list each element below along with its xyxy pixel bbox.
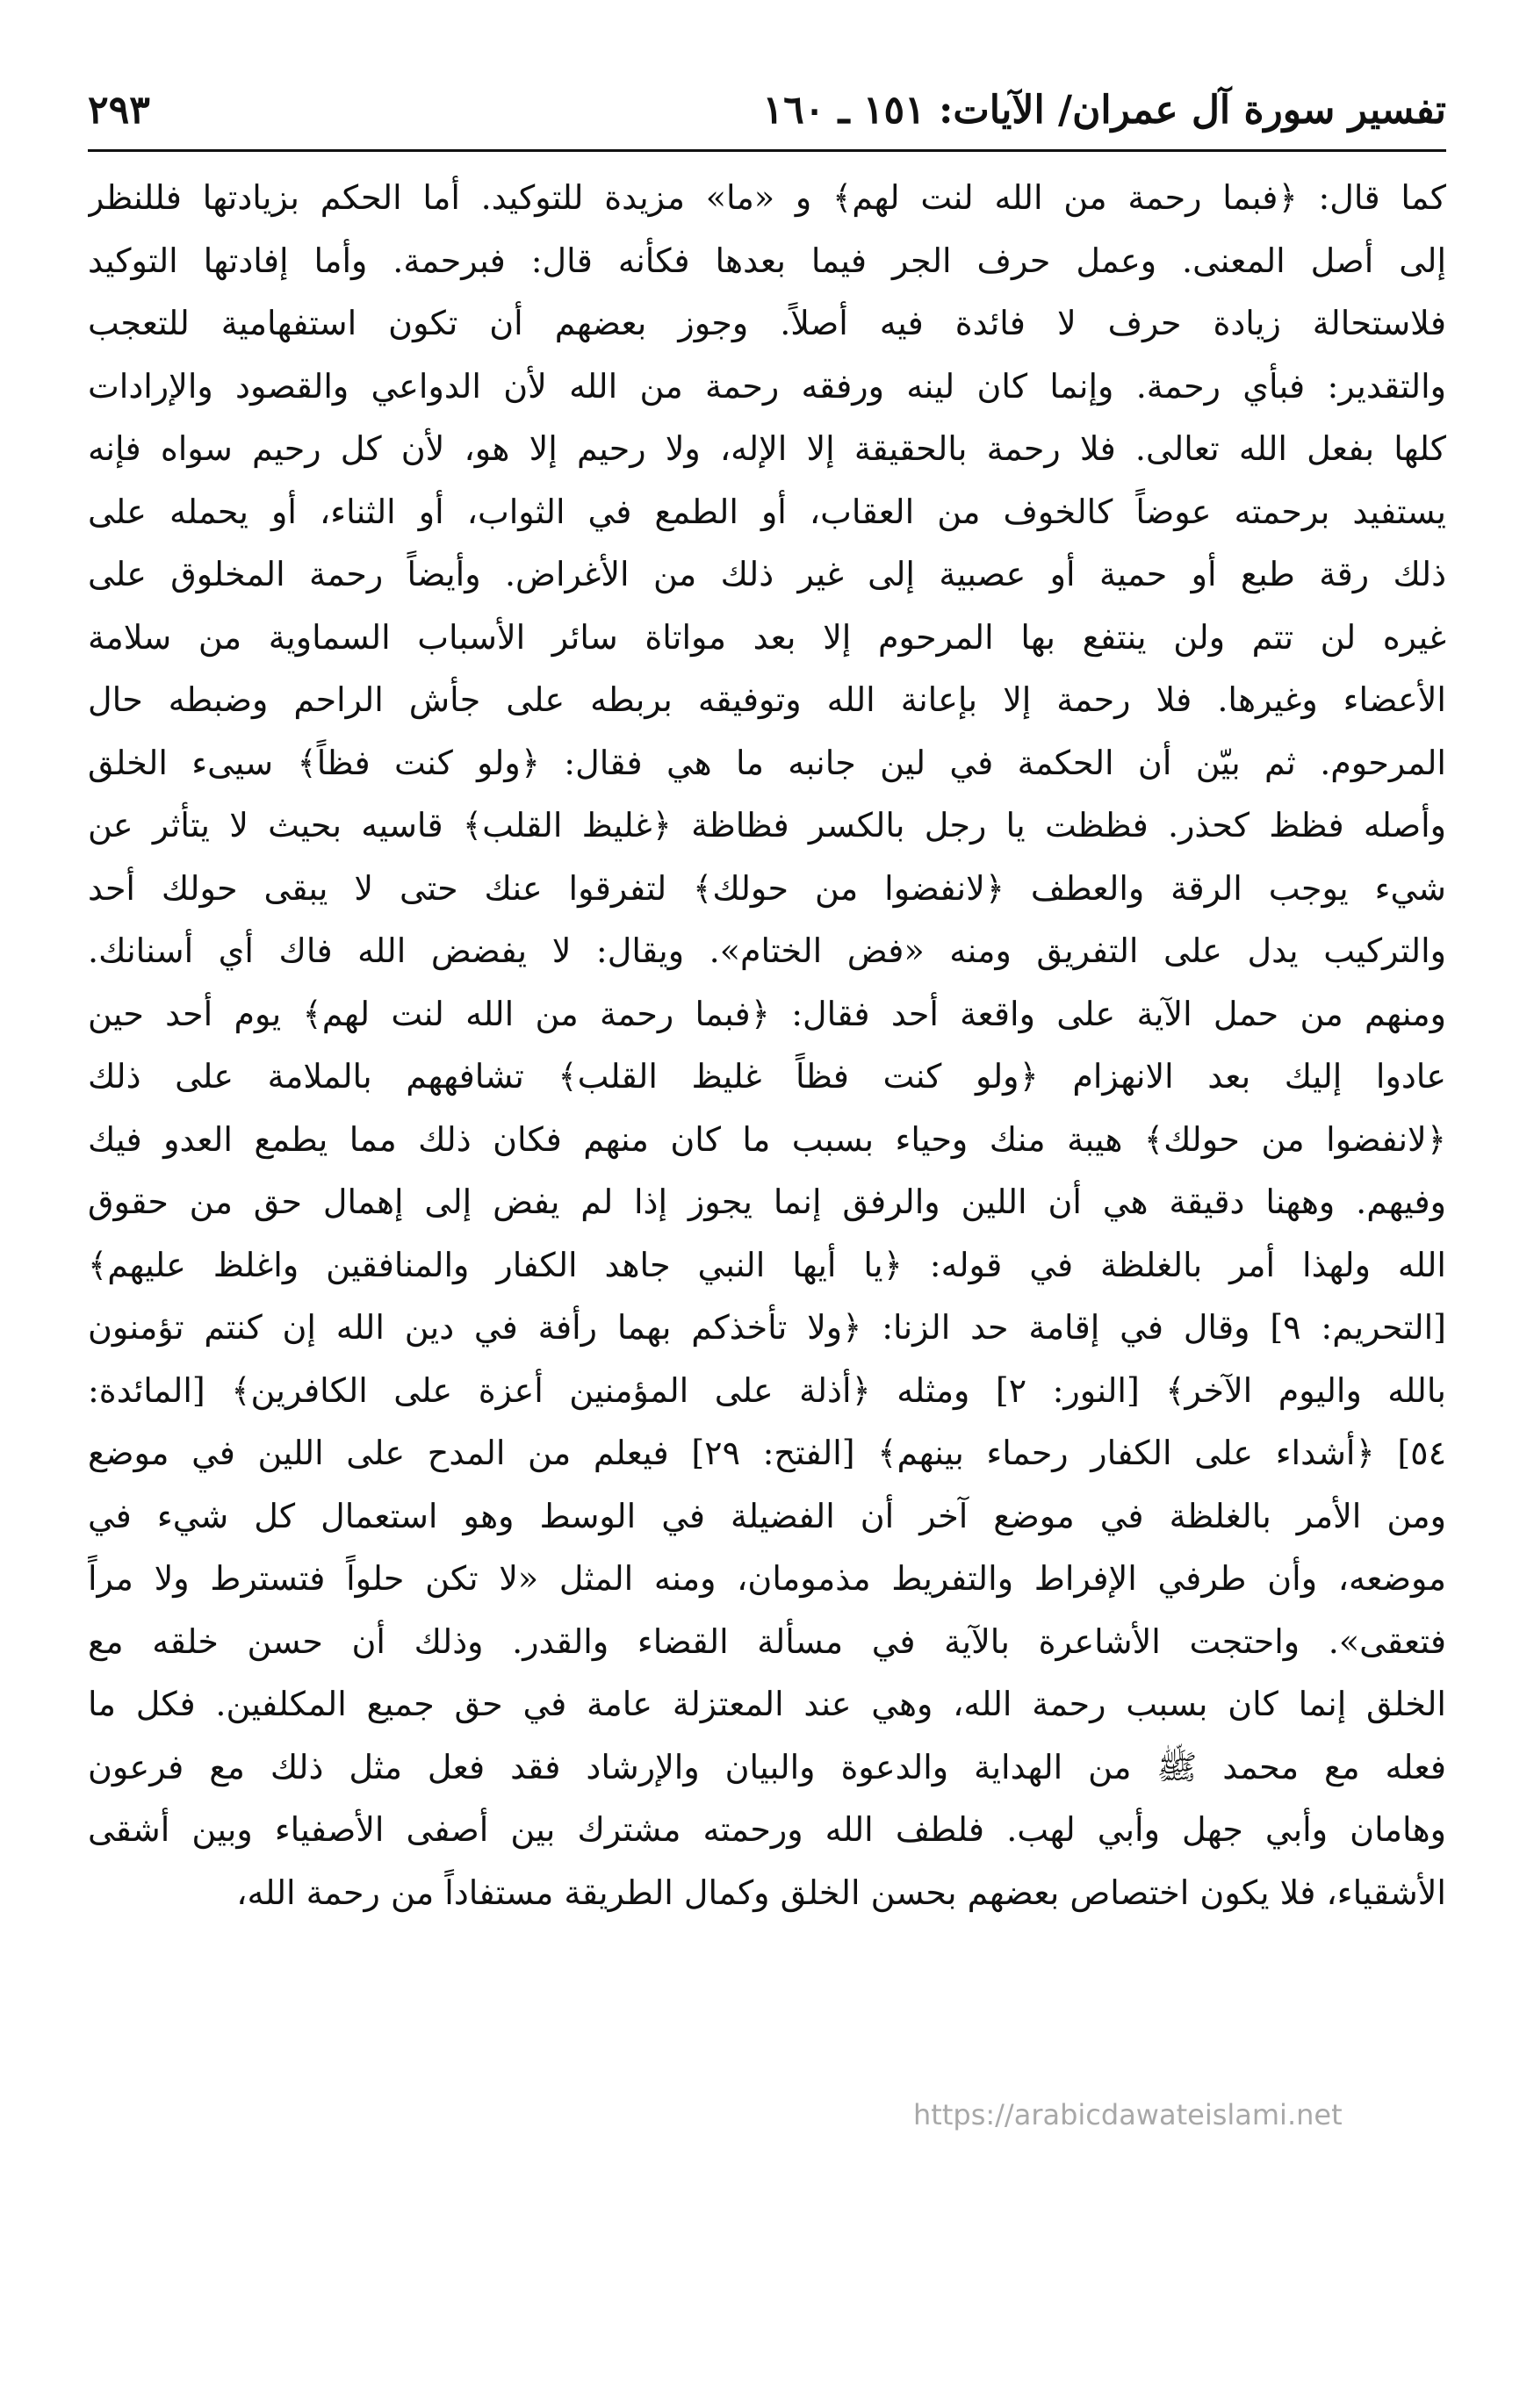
text-line: فعله مع محمد ﷺ من الهداية والدعوة والبيان والإرشاد فقد فعل مثل ذلك مع فرعون (88, 1747, 1446, 1786)
text-line: إلى أصل المعنى. وعمل حرف الجر فيما بعدها فكأنه قال: فبرحمة. وأما إفادتها التوكيد (88, 241, 1446, 280)
text-line: المرحوم. ثم بيّن أن الحكمة في لين جانبه ما هي فقال: ﴿ولو كنت فظاً﴾ سيىء الخلق (88, 743, 1446, 782)
header-rule (88, 149, 1446, 152)
text-line: وهامان وأبي جهل وأبي لهب. فلطف الله ورحمته مشترك بين أصفى الأصفياء وبين أشقى (88, 1810, 1446, 1849)
body-text (88, 167, 1446, 1924)
text-line: الله ولهذا أمر بالغلظة في قوله: ﴿يا أيها النبي جاهد الكفار والمنافقين واغلظ عليهم﴾ (88, 1245, 1446, 1284)
text-line: غيره لن تتم ولن ينتفع بها المرحوم إلا بعد مواتاة سائر الأسباب السماوية من سلامة (88, 617, 1446, 657)
text-line: ﴿لانفضوا من حولك﴾ هيبة منك وحياء بسبب ما كان منهم فكان ذلك مما يطمع العدو فيك (88, 1119, 1446, 1159)
text-line: الأشقياء، فلا يكون اختصاص بعضهم بحسن الخلق وكمال الطريقة مستفاداً من رحمة الله، (236, 1872, 1446, 1912)
text-line: شيء يوجب الرقة والعطف ﴿لانفضوا من حولك﴾ لتفرقوا عنك حتى لا يبقى حولك أحد (88, 868, 1446, 908)
text-line: فتعقى». واحتجت الأشاعرة بالآية في مسألة القضاء والقدر. وذلك أن حسن خلقه مع (88, 1621, 1446, 1661)
text-line: فلاستحالة زيادة حرف لا فائدة فيه أصلاً. وجوز بعضهم أن تكون استفهامية للتعجب (88, 304, 1446, 342)
text-line: ذلك رقة طبع أو حمية أو عصبية إلى غير ذلك من الأغراض. وأيضاً رحمة المخلوق على (88, 555, 1446, 593)
text-line: ٥٤] ﴿أشداء على الكفار رحماء بينهم﴾ [الفتح: ٢٩] فيعلم من المدح على اللين في موضع (88, 1434, 1446, 1472)
text-line: عادوا إليك بعد الانهزام ﴿ولو كنت فظاً غليظ القلب﴾ تشافههم بالملامة على ذلك (88, 1057, 1446, 1096)
text-line: والتركيب يدل على التفريق ومنه «فض الختام». ويقال: لا يفضض الله فاك أي أسنانك. (88, 931, 1446, 970)
watermark-url: https://arabicdawateislami.net (913, 2098, 1343, 2131)
text-line: وفيهم. وههنا دقيقة هي أن اللين والرفق إنما يجوز إذا لم يفض إلى إهمال حق من حقوق (88, 1182, 1446, 1221)
page-number: ٢٩٣ (88, 87, 150, 133)
text-line: وأصله فظظ كحذر. فظظت يا رجل بالكسر فظاظة ﴿غليظ القلب﴾ قاسيه بحيث لا يتأثر عن (88, 806, 1446, 845)
text-line: يستفيد برحمته عوضاً كالخوف من العقاب، أو الطمع في الثواب، أو الثناء، أو يحمله على (88, 492, 1446, 531)
text-line: ومنهم من حمل الآية على واقعة أحد فقال: ﴿فبما رحمة من الله لنت لهم﴾ يوم أحد حين (88, 994, 1446, 1033)
text-line: موضعه، وأن طرفي الإفراط والتفريط مذمومان، ومنه المثل «لا تكن حلواً فتسترط ولا مراً (88, 1559, 1446, 1598)
text-line: الخلق إنما كان بسبب رحمة الله، وهي عند المعتزلة عامة في حق جميع المكلفين. فكل ما (88, 1685, 1446, 1723)
text-line: [التحريم: ٩] وقال في إقامة حد الزنا: ﴿ولا تأخذكم بهما رأفة في دين الله إن كنتم تؤمنون (88, 1308, 1446, 1347)
text-line: الأعضاء وغيرها. فلا رحمة إلا بإعانة الله وتوفيقه بربطه على جأش الراحم وضبطه حال (88, 680, 1446, 719)
text-line: ومن الأمر بالغلظة في موضع آخر أن الفضيلة في الوسط وهو استعمال كل شيء في (88, 1496, 1446, 1535)
running-title: تفسير سورة آل عمران/ الآيات: ١٥١ ـ ١٦٠ (762, 87, 1446, 133)
page-header (88, 79, 1446, 140)
text-line: كما قال: ﴿فبما رحمة من الله لنت لهم﴾ و «ما» مزيدة للتوكيد. أما الحكم بزيادتها فللنظر (88, 178, 1446, 217)
text-line: والتقدير: فبأي رحمة. وإنما كان لينه ورفقه رحمة من الله لأن الدواعي والقصود والإرادات (88, 366, 1446, 406)
text-line: كلها بفعل الله تعالى. فلا رحمة بالحقيقة إلا الإله، ولا رحيم إلا هو، لأن كل رحيم سواه فإنه (88, 429, 1446, 468)
text-line: بالله واليوم الآخر﴾ [النور: ٢] ومثله ﴿أذلة على المؤمنين أعزة على الكافرين﴾ [المائدة: (88, 1370, 1446, 1410)
